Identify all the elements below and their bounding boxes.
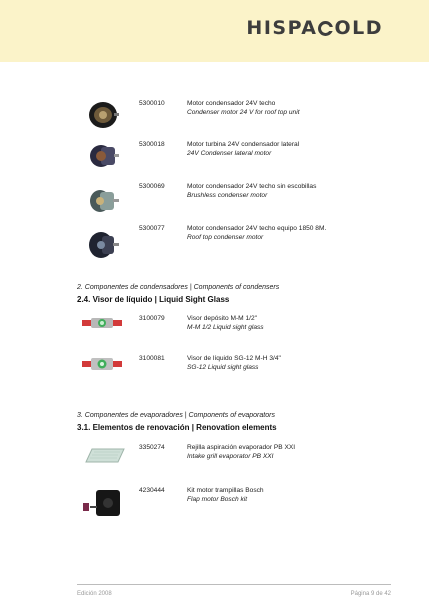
- product-desc-es: Motor condensador 24V techo sin escobillas: [187, 183, 317, 190]
- motor-icon: [86, 142, 120, 170]
- motor-icon: [86, 98, 120, 132]
- flap-motor-icon: [82, 487, 124, 521]
- product-item: [0, 355, 429, 395]
- product-desc-es: Kit motor trampillas Bosch: [187, 487, 264, 494]
- product-code: 4230444: [139, 487, 165, 494]
- product-item: [0, 487, 429, 527]
- section-title: 3.1. Elementos de renovación | Renovation elements: [77, 423, 277, 432]
- product-desc-en: Condenser motor 24 V for roof top unit: [187, 109, 300, 116]
- product-desc-es: Motor turbina 24V condensador lateral: [187, 141, 300, 148]
- product-desc-en: Intake grill evaporator PB XXI: [187, 453, 274, 460]
- product-desc-es: Visor de líquido SG-12 M-H 3/4": [187, 355, 281, 362]
- product-item: [0, 225, 429, 265]
- product-item: [0, 183, 429, 223]
- product-item: [0, 444, 429, 484]
- product-item: [0, 100, 429, 140]
- product-code: 5300010: [139, 100, 165, 107]
- product-code: 3350274: [139, 444, 165, 451]
- sight-glass-icon: [80, 355, 124, 373]
- product-code: 3100081: [139, 355, 165, 362]
- product-desc-en: SG-12 Liquid sight glass: [187, 364, 259, 371]
- product-desc-en: Roof top condenser motor: [187, 234, 264, 241]
- product-desc-en: 24V Condenser lateral motor: [187, 150, 272, 157]
- product-item: [0, 141, 429, 181]
- motor-icon: [86, 187, 120, 215]
- product-code: 3100079: [139, 315, 165, 322]
- page-header: [0, 0, 429, 62]
- sight-glass-icon: [80, 315, 124, 331]
- logo-c-icon: [318, 21, 333, 36]
- product-desc-en: Brushless condenser motor: [187, 192, 268, 199]
- grill-icon: [84, 446, 126, 466]
- product-desc-en: Flap motor Bosch kit: [187, 496, 248, 503]
- brand-logo-left: HISPA: [246, 17, 318, 39]
- product-desc-es: Motor condensador 24V techo: [187, 100, 276, 107]
- section-subtitle: 3. Componentes de evaporadores | Components of evaporators: [77, 412, 275, 419]
- product-item: [0, 315, 429, 355]
- product-code: 5300069: [139, 183, 165, 190]
- product-desc-es: Visor depósito M-M 1/2": [187, 315, 258, 322]
- section-title: 2.4. Visor de líquido | Liquid Sight Glass: [77, 295, 230, 304]
- footer-divider: [77, 584, 391, 585]
- brand-logo-right: OLD: [334, 17, 383, 39]
- footer-page-number: Página 9 de 42: [350, 591, 391, 597]
- brand-logo: [246, 17, 383, 39]
- footer-edition: Edición 2008: [77, 591, 112, 597]
- product-desc-es: Rejilla aspiración evaporador PB XXI: [187, 444, 296, 451]
- product-desc-es: Motor condensador 24V techo equipo 1850 8M.: [187, 225, 327, 232]
- product-desc-en: M-M 1/2 Liquid sight glass: [187, 324, 264, 331]
- motor-icon: [86, 229, 120, 261]
- product-code: 5300018: [139, 141, 165, 148]
- product-code: 5300077: [139, 225, 165, 232]
- section-subtitle: 2. Componentes de condensadores | Components of condensers: [77, 284, 280, 291]
